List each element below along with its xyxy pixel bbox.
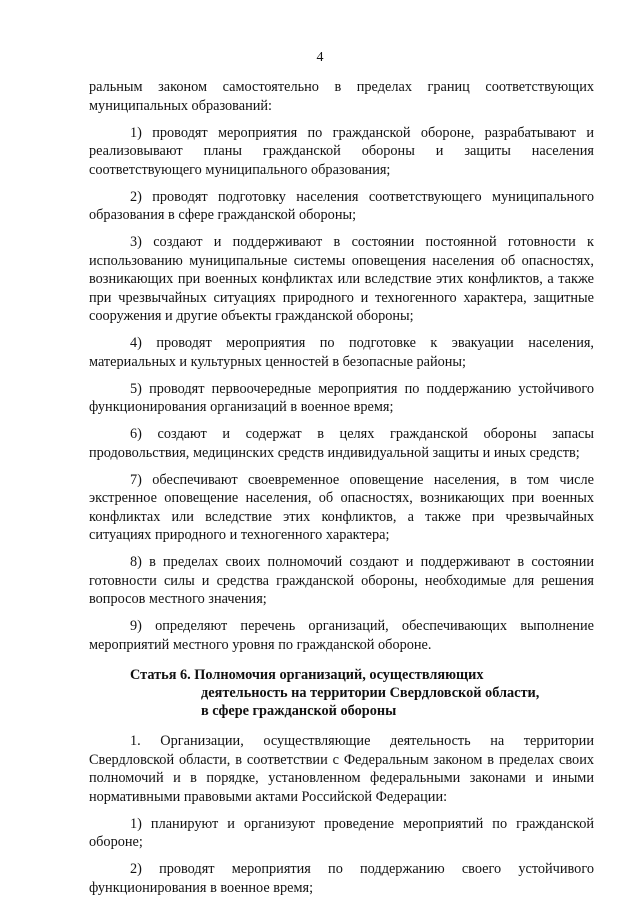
list-item-7: 7) обеспечивают своевременное оповещение населения, в том числе экстренное оповещение населения, об опасностях, возникающих при военных конфликтах или вследствие этих конфликтов, а также при чрезвычайных ситуациях природного и техногенного характера; xyxy=(89,471,594,543)
document-body xyxy=(89,78,594,906)
list-item-2: 2) проводят подготовку населения соответствующего муниципального образования в сфере гражданской обороны; xyxy=(89,188,594,223)
article-heading xyxy=(89,666,594,720)
list-item-8: 8) в пределах своих полномочий создают и поддерживают в состоянии готовности силы и средства гражданской обороны, необходимые для решения вопросов местного значения; xyxy=(89,554,594,607)
list-item-4: 4) проводят мероприятия по подготовке к эвакуации населения, материальных и культурных ценностей в безопасные районы; xyxy=(89,335,594,370)
paragraph-continuation: ральным законом самостоятельно в пределах границ соответствующих муниципальных образований: xyxy=(89,79,594,114)
article-heading-line-1: Статья 6. Полномочия организаций, осуществляющих xyxy=(130,667,484,683)
list-item-3: 3) создают и поддерживают в состоянии постоянной готовности к использованию муниципальные системы оповещения населения об опасностях, возникающих при военных конфликтах или вследствие этих конфликтов, а также при чрезвычайных ситуациях природного и техногенного характера, защитные сооружения и другие объекты гражданской обороны; xyxy=(89,234,594,324)
page-number: 4 xyxy=(316,50,324,65)
article-heading-line-2: деятельность на территории Свердловской области, xyxy=(201,685,540,701)
article-list-item-1: 1) планируют и организуют проведение мероприятий по гражданской обороне; xyxy=(89,815,594,850)
article-paragraph-1: 1. Организации, осуществляющие деятельность на территории Свердловской области, в соответствии с Федеральным законом в пределах своих полномочий и в порядке, установленном федеральными законами и иными нормативными правовыми актами Российской Федерации: xyxy=(89,733,594,805)
list-item-9: 9) определяют перечень организаций, обеспечивающих выполнение мероприятий местного уровня по гражданской обороне. xyxy=(89,618,594,653)
list-item-6: 6) создают и содержат в целях гражданской обороны запасы продовольствия, медицинских средств индивидуальной защиты и иных средств; xyxy=(89,426,594,461)
article-heading-line-3: в сфере гражданской обороны xyxy=(201,703,397,719)
list-item-1: 1) проводят мероприятия по гражданской обороне, разрабатывают и реализовывают планы гражданской обороны и защиты населения соответствующего муниципального образования; xyxy=(89,124,594,178)
list-item-5: 5) проводят первоочередные мероприятия по поддержанию устойчивого функционирования организаций в военное время; xyxy=(89,380,594,415)
article-list-item-2: 2) проводят мероприятия по поддержанию своего устойчивого функционирования в военное время; xyxy=(89,861,594,896)
